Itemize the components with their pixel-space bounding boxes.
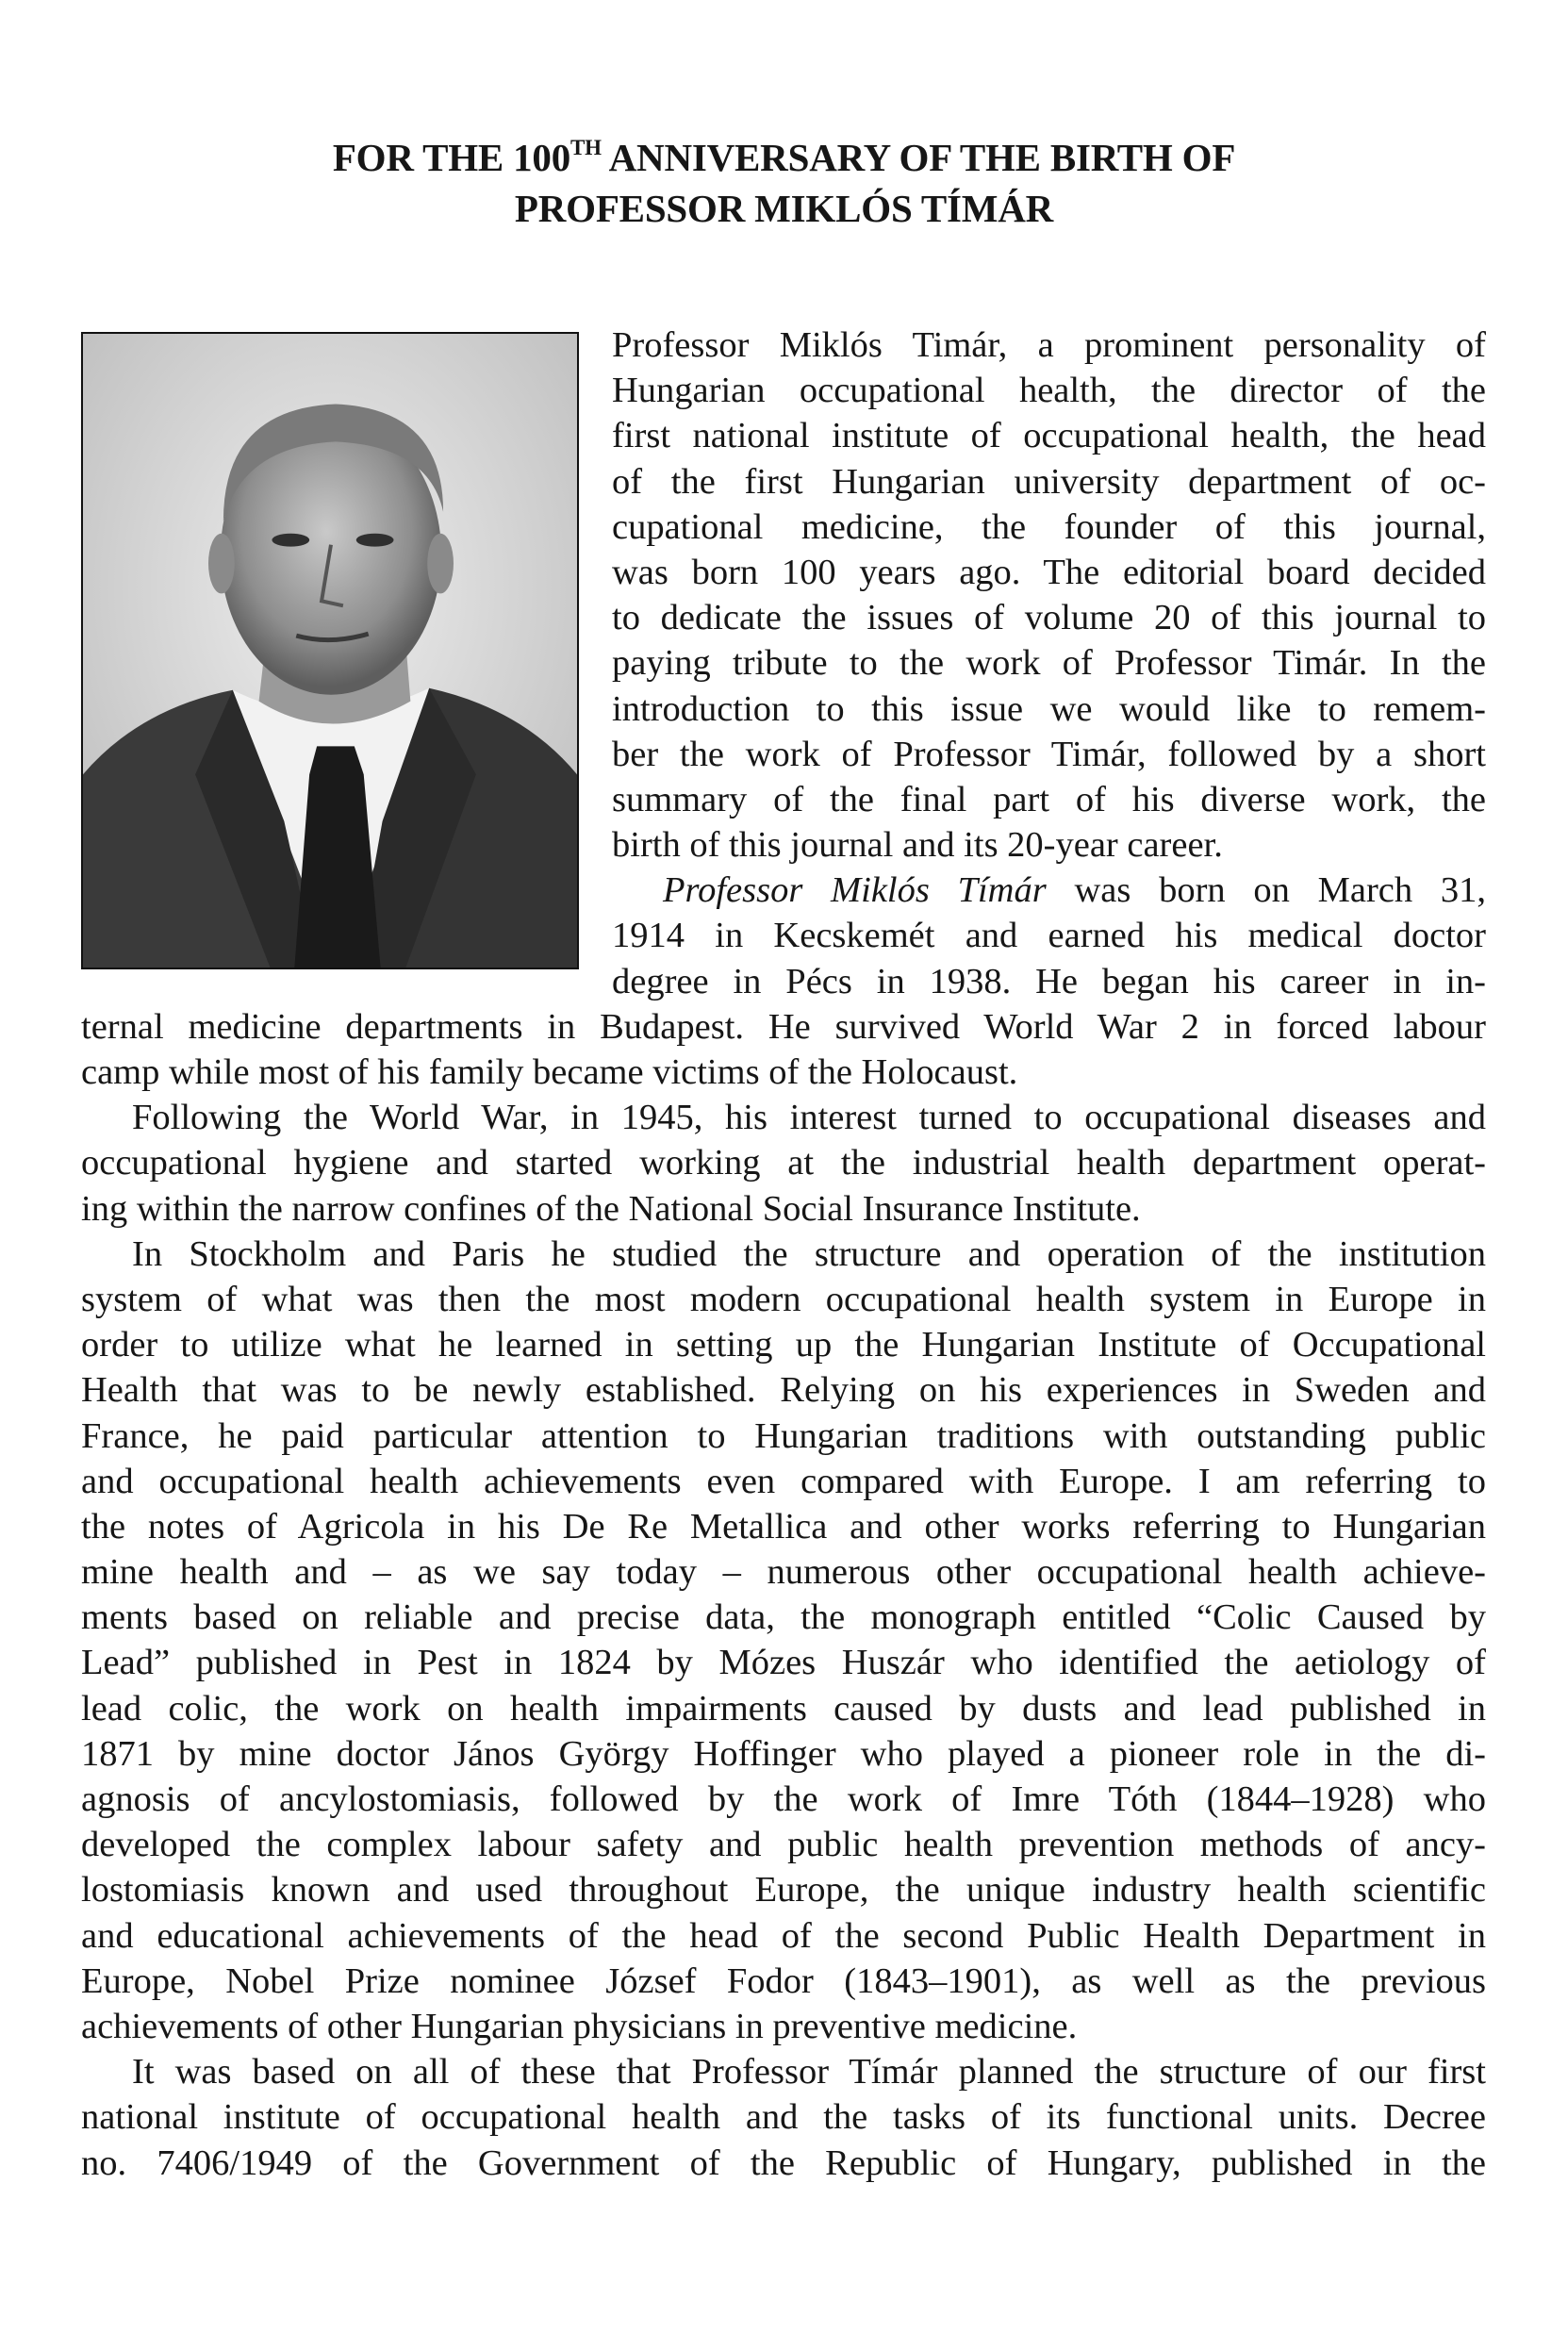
body-line: was born 100 years ago. The editorial board decided — [612, 552, 1486, 592]
italic-name: Professor Miklós Tímár — [663, 870, 1047, 911]
body-line: Hungarian occupational health, the director of the — [612, 371, 1486, 411]
title-line-1 — [0, 132, 1568, 183]
body-line — [612, 868, 1486, 913]
body-line: Health that was to be newly established. Relying on his experiences in Sweden and — [81, 1370, 1486, 1411]
body-line: agnosis of ancylostomiasis, followed by the work of Imre Tóth (1844–1928) who — [81, 1779, 1486, 1819]
body-line: ternal medicine departments in Budapest. He survived World War 2 in forced labour — [81, 1006, 1486, 1047]
article-body — [81, 323, 1486, 2186]
body-line: It was based on all of these that Professor Tímár planned the structure of our first — [132, 2052, 1486, 2093]
body-line: Following the World War, in 1945, his interest turned to occupational diseases and — [132, 1098, 1486, 1138]
title-text: ANNIVERSARY OF THE BIRTH OF — [601, 136, 1236, 179]
body-line: paying tribute to the work of Professor Timár. In the — [612, 643, 1486, 684]
body-line: ing within the narrow confines of the National Social Insurance Institute. — [81, 1188, 1141, 1229]
body-line: In Stockholm and Paris he studied the structure and operation of the institution — [132, 1233, 1486, 1274]
body-line: order to utilize what he learned in setting up the Hungarian Institute of Occupational — [81, 1325, 1486, 1365]
body-line: 1914 in Kecskemét and earned his medical doctor — [612, 916, 1486, 956]
title-text: FOR THE 100 — [332, 136, 571, 179]
body-line: and occupational health achievements even compared with Europe. I am referring to — [81, 1461, 1486, 1501]
body-line: cupational medicine, the founder of this journal, — [612, 506, 1486, 547]
body-line: camp while most of his family became victims of the Holocaust. — [81, 1052, 1018, 1092]
body-line: 1871 by mine doctor János György Hoffinger who played a pioneer role in the di- — [81, 1733, 1486, 1774]
body-line-rest: was born on March 31, — [1074, 870, 1487, 911]
body-line: the notes of Agricola in his De Re Metallica and other works referring to Hungarian — [81, 1506, 1486, 1547]
article-title — [0, 132, 1568, 234]
body-line: no. 7406/1949 of the Government of the Republic of Hungary, published in the — [81, 2142, 1486, 2183]
body-line: and educational achievements of the head of the second Public Health Department in — [81, 1915, 1486, 1956]
title-superscript: TH — [570, 136, 602, 159]
body-line: to dedicate the issues of volume 20 of this journal to — [612, 598, 1486, 638]
body-line: ments based on reliable and precise data, the monograph entitled “Colic Caused by — [81, 1597, 1486, 1638]
title-line-2: PROFESSOR MIKLÓS TÍMÁR — [514, 187, 1054, 230]
body-line: ber the work of Professor Timár, followed by a short — [612, 734, 1486, 774]
body-line: achievements of other Hungarian physicians in preventive medicine. — [81, 2006, 1078, 2046]
body-line: mine health and – as we say today – numerous other occupational health achieve- — [81, 1552, 1486, 1593]
body-line: introduction to this issue we would like to remem- — [612, 688, 1486, 729]
body-line: lead colic, the work on health impairments caused by dusts and lead published in — [81, 1688, 1486, 1729]
body-line: Professor Miklós Timár, a prominent personality of — [612, 325, 1486, 365]
body-line: summary of the final part of his diverse work, the — [612, 779, 1486, 819]
body-line: Lead” published in Pest in 1824 by Mózes Huszár who identified the aetiology of — [81, 1643, 1486, 1683]
body-line: occupational hygiene and started working at the industrial health department operat- — [81, 1143, 1486, 1183]
body-line: first national institute of occupational health, the head — [612, 416, 1486, 456]
body-line: France, he paid particular attention to Hungarian traditions with outstanding public — [81, 1415, 1486, 1456]
body-line: national institute of occupational health and the tasks of its functional units. Decree — [81, 2097, 1486, 2138]
body-line: degree in Pécs in 1938. He began his career in in- — [612, 961, 1486, 1001]
body-line: system of what was then the most modern occupational health system in Europe in — [81, 1279, 1486, 1319]
body-line: lostomiasis known and used throughout Europe, the unique industry health scientific — [81, 1870, 1486, 1911]
body-line: developed the complex labour safety and public health prevention methods of ancy- — [81, 1825, 1486, 1865]
body-line: Europe, Nobel Prize nominee József Fodor (1843–1901), as well as the previous — [81, 1960, 1486, 2001]
body-line: of the first Hungarian university department of oc- — [612, 461, 1486, 502]
body-line: birth of this journal and its 20-year career. — [612, 825, 1223, 866]
